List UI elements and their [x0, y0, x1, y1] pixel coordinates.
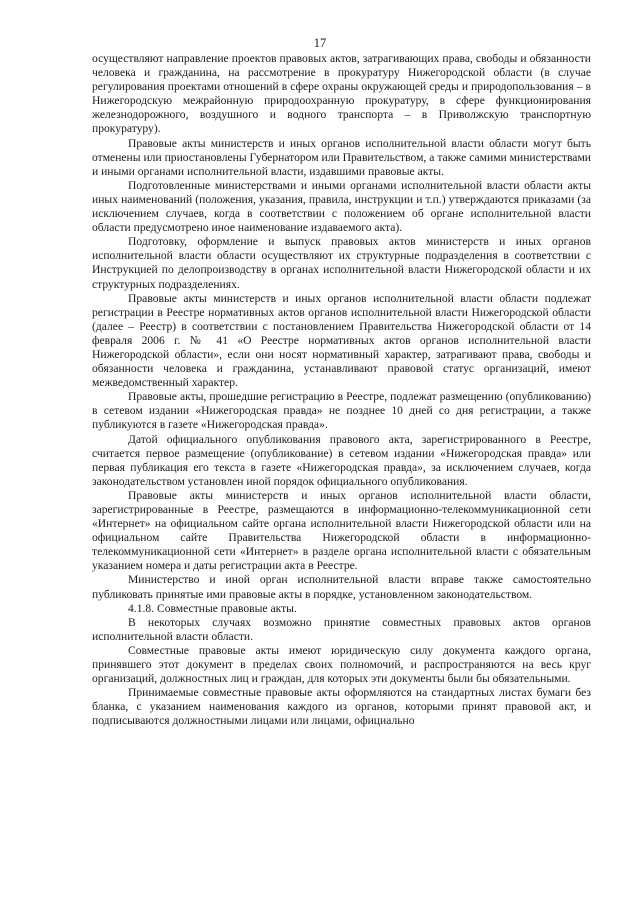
page-number: 17	[313, 36, 327, 50]
paragraph: Подготовку, оформление и выпуск правовых актов министерств и иных органов исполнительной власти области осуществляют их структурные подразделения в соответствии с Инструкцией по делопроизводству в органах исполнительной власти Нижегородской области и их структурных подразделениях.	[92, 235, 591, 291]
paragraph: Правовые акты министерств и иных органов исполнительной власти области, зарегистрированные в Реестре, размещаются в информационно-телекоммуникационной сети «Интернет» на официальном сайте органа исполнительной власти Нижегородской области или на официальном сайте Правительства Нижегородской области в информационно-телекоммуникационной сети «Интернет» в разделе органа исполнительной власти с обязательным указанием номера и даты регистрации акта в Реестре.	[92, 488, 591, 573]
paragraph: Правовые акты министерств и иных органов исполнительной власти области могут быть отменены или приостановлены Губернатором или Правительством, а также самими министерствами и иными органами исполнительной власти, издавшими правовые акты.	[92, 136, 591, 178]
paragraph: В некоторых случаях возможно принятие совместных правовых актов органов исполнительной власти области.	[92, 615, 591, 643]
paragraph: Подготовленные министерствами и иными органами исполнительной власти области акты иных наименований (положения, указания, правила, инструкции и т.п.) утверждаются приказами (за исключением случаев, когда в соответствии с положением об органе исполнительной власти области предусмотрено иное наименование издаваемого акта).	[92, 178, 591, 235]
paragraph: осуществляют направление проектов правовых актов, затрагивающих права, свободы и обязанности человека и гражданина, на рассмотрение в прокуратуру Нижегородской области (в случае регулирования проектами отношений в сфере охраны окружающей среды и природопользования – в Нижегородскую межрайонную природоохранную прокуратуру, в сфере функционирования железнодорожного, воздушного и водного транспорта – в Приволжскую транспортную прокуратуру).	[92, 52, 591, 136]
paragraph: Совместные правовые акты имеют юридическую силу документа каждого органа, принявшего этот документ в пределах своих полномочий, и распространяются на весь круг организаций, должностных лиц и граждан, для которых эти документы были бы обязательными.	[92, 643, 591, 686]
document-body	[92, 52, 591, 729]
paragraph: Датой официального опубликования правового акта, зарегистрированного в Реестре, считается первое размещение (опубликование) в сетевом издании «Нижегородская правда» или первая публикация его текста в газете «Нижегородская правда», за исключением случаев, когда законодательством установлен иной порядок официального опубликования.	[92, 432, 591, 488]
paragraph: 4.1.8. Совместные правовые акты.	[128, 601, 297, 615]
paragraph: Министерство и иной орган исполнительной власти вправе также самостоятельно публиковать принятые ими правовые акты в порядке, установленном законодательством.	[92, 573, 591, 601]
paragraph: Принимаемые совместные правовые акты оформляются на стандартных листах бумаги без бланка, с указанием наименования каждого из органов, которыми принят правовой акт, и подписываются должностными лицами или лицами, официально	[92, 686, 591, 728]
paragraph: Правовые акты, прошедшие регистрацию в Реестре, подлежат размещению (опубликованию) в сетевом издании «Нижегородская правда» не позднее 10 дней со дня регистрации, а также публикуются в газете «Нижегородская правда».	[92, 390, 591, 432]
paragraph: Правовые акты министерств и иных органов исполнительной власти области подлежат регистрации в Реестре нормативных актов органов исполнительной власти Нижегородской области (далее – Реестр) в соответствии с постановлением Правительства Нижегородской области от 14 февраля 2006 г. № 41 «О Реестре нормативных актов органов исполнительной власти Нижегородской области», если они носят нормативный характер, затрагивают права, свободы и обязанности человека и гражданина, устанавливают правовой статус организаций, имеют межведомственный характер.	[92, 291, 591, 390]
